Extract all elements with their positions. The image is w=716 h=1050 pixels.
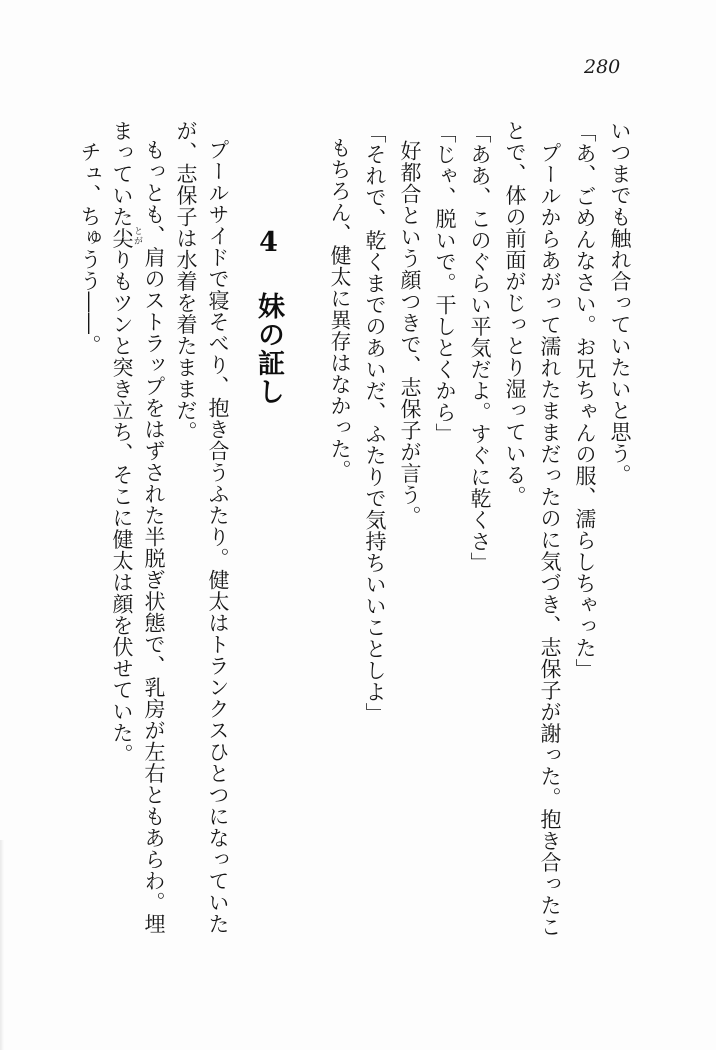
text-column: 「それで、乾くまでのあいだ、ふたりで気持ちいいことしよ」 bbox=[363, 122, 387, 724]
page-number: 280 bbox=[584, 56, 621, 78]
text-column: チュ、ちゅうう――。 bbox=[78, 141, 102, 356]
furigana-label: とが bbox=[132, 226, 142, 246]
text-column: いつまでも触れ合っていたいと思う。 bbox=[608, 120, 632, 486]
text-column: 「あ、ごめんなさい。お兄ちゃんの服、濡らしちゃった」 bbox=[573, 121, 597, 680]
text-column: もっとも、肩のストラップをはずされた半脱ぎ状態で、乳房が左右ともあらわ。埋 bbox=[142, 139, 166, 935]
text-column: が、志保子は水着を着たままだ。 bbox=[174, 120, 198, 443]
text-column: 「ああ、このぐらい平気だよ。すぐに乾くさ」 bbox=[468, 122, 492, 574]
text-column: もちろん、健太に異存はなかった。 bbox=[328, 137, 352, 481]
text-column: 好都合という顔つきで、志保子が言う。 bbox=[398, 140, 422, 527]
text-column: とで、体の前面がじっとり湿っている。 bbox=[503, 120, 527, 507]
text-column: プールサイドで寝そべり、抱き合うふたり。健太はトランクスひとつになっていた bbox=[206, 139, 230, 935]
chapter-heading: 4 妹の証し bbox=[253, 227, 284, 406]
text-column: 「じゃ、脱いで。干しとくから」 bbox=[433, 122, 457, 445]
page-edge-shadow bbox=[0, 840, 4, 1050]
text-column: まっていた尖りもツンと突き立ち、そこに健太は顔を伏せていた。 bbox=[110, 120, 134, 765]
text-column: プールからあがって濡れたままだったのに気づき、志保子が謝った。抱き合ったこ bbox=[538, 142, 562, 938]
